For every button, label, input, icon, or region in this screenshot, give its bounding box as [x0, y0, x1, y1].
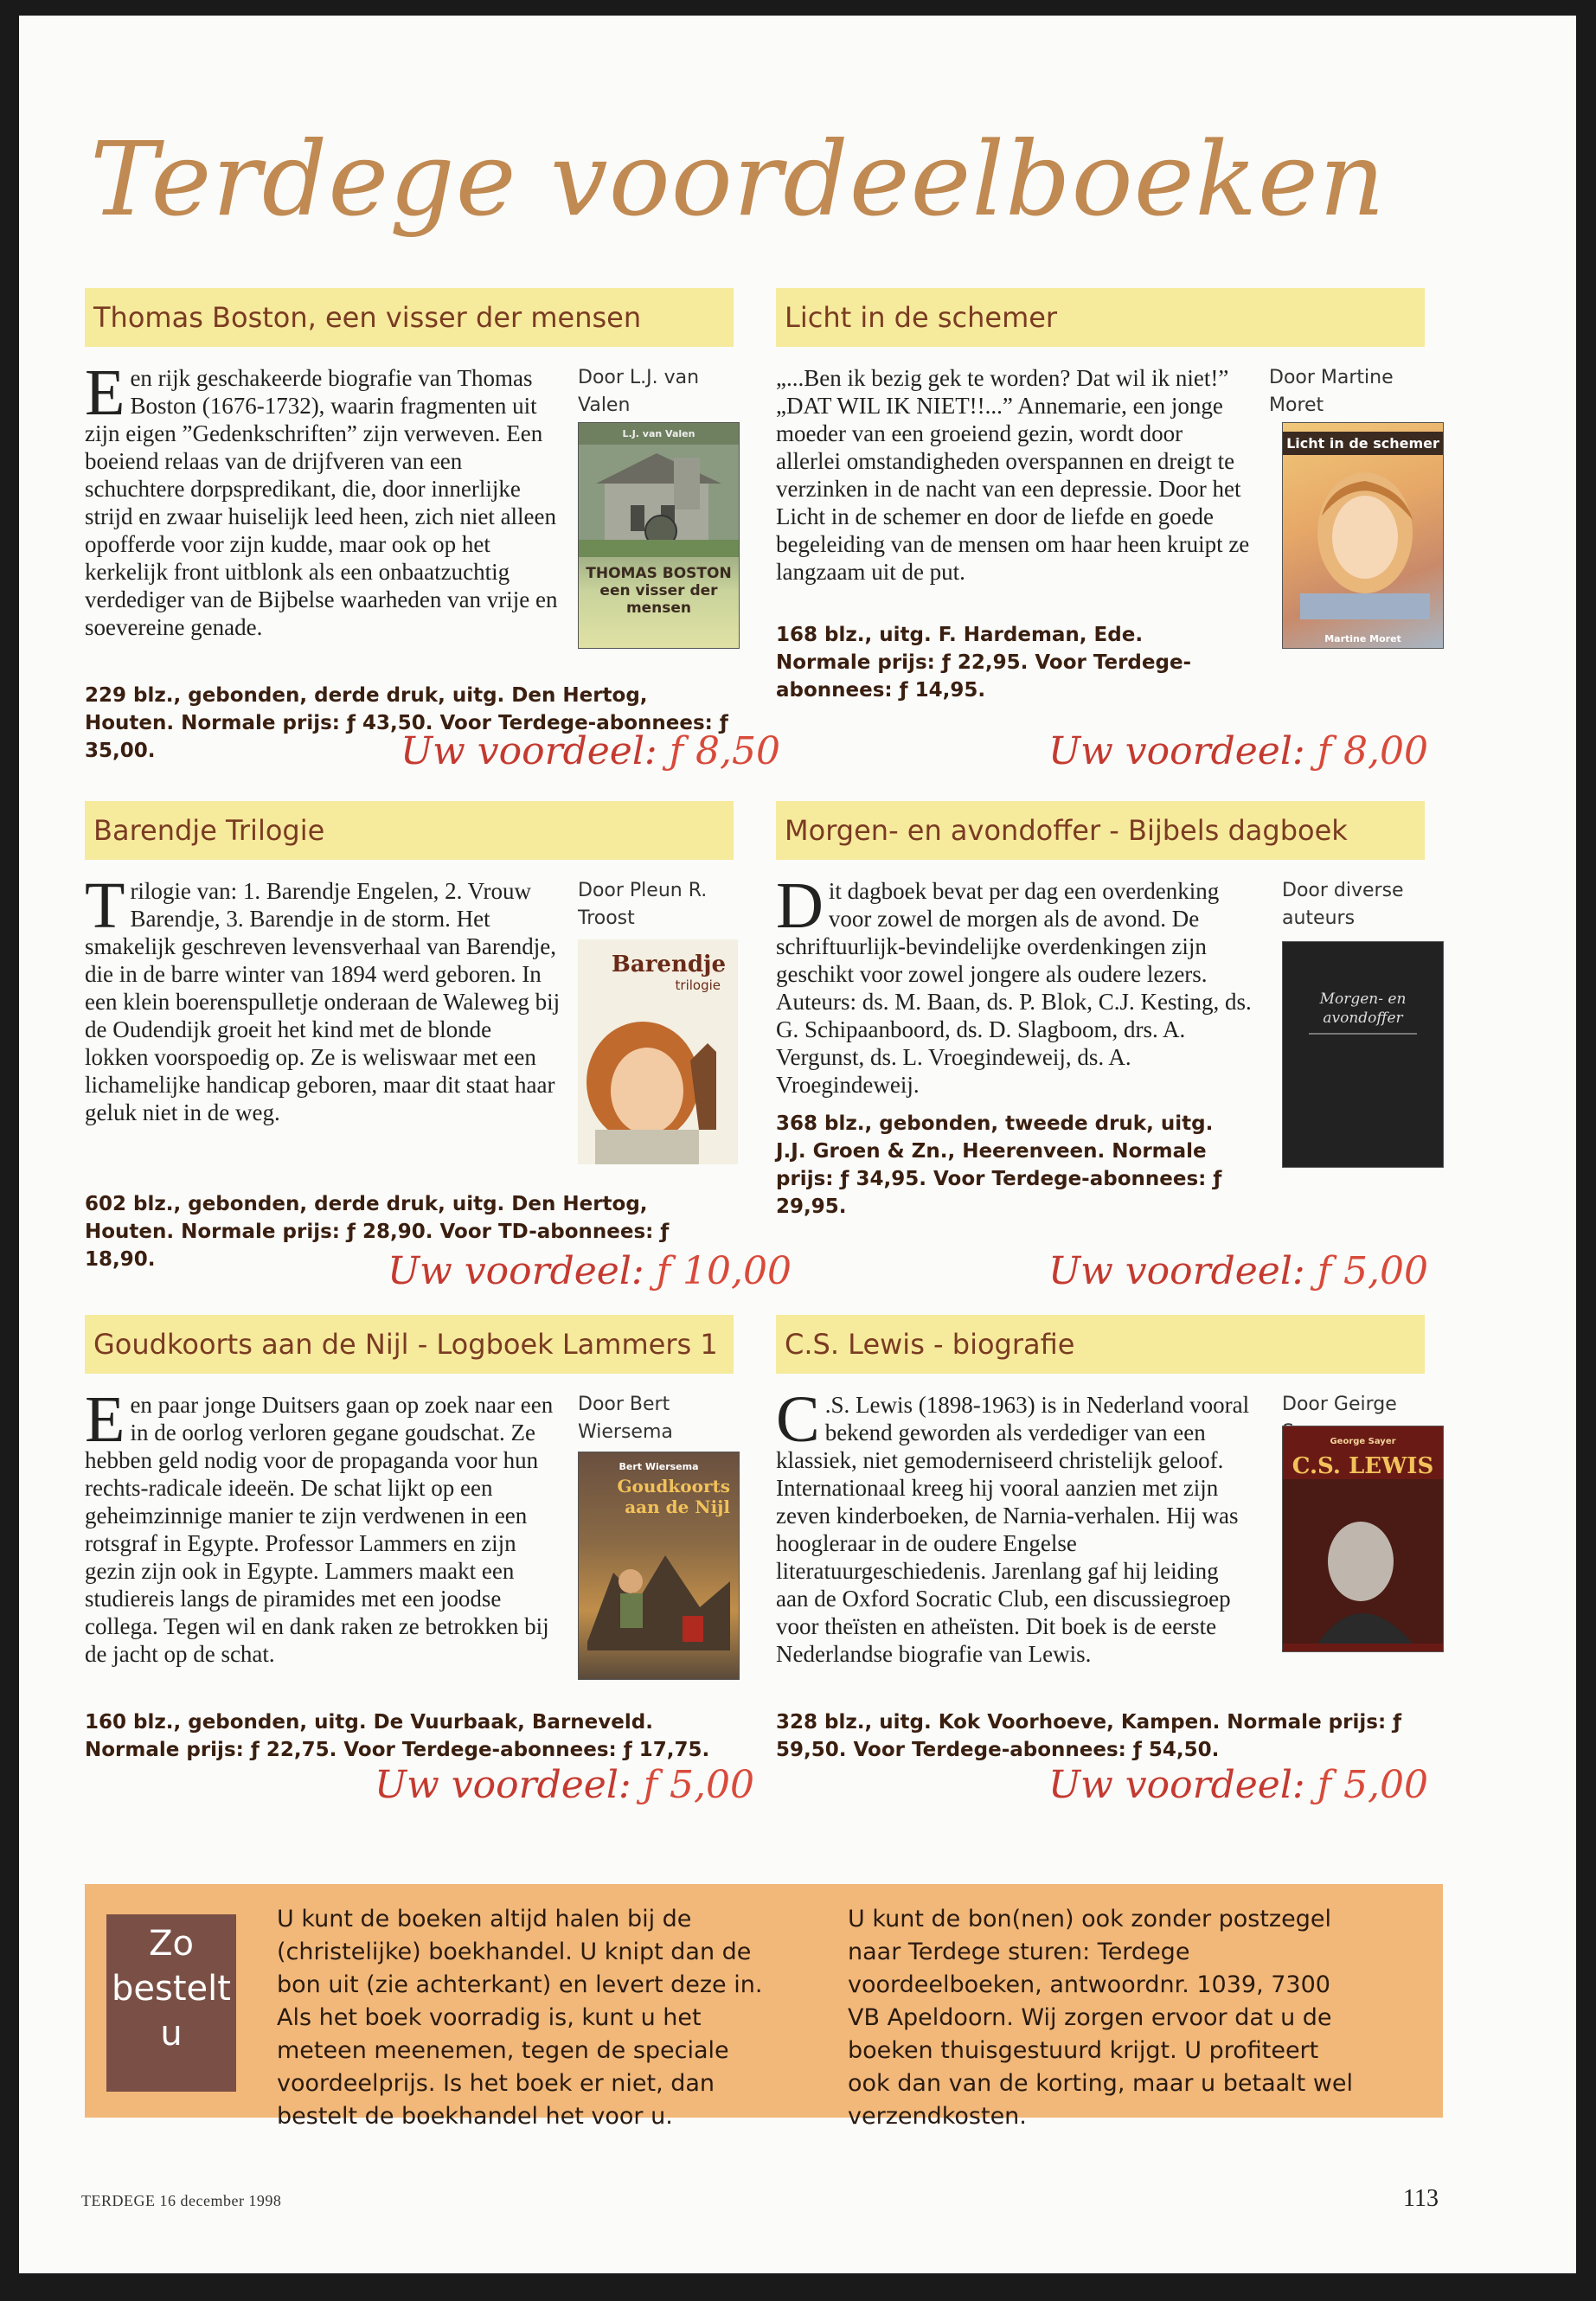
- church-illustration: [579, 445, 739, 557]
- book-title: C.S. Lewis - biografie: [776, 1315, 1425, 1374]
- book-title: Barendje Trilogie: [85, 801, 734, 860]
- cover-title: Barendje: [611, 952, 726, 977]
- book-author: Door Pleun R. Troost: [578, 880, 708, 929]
- description-text: en paar jonge Duitsers gaan op zoek naar een in de oorlog verloren gegane goudschat. Ze hebben geld nodig voor de propaganda voor hun rechts-radicale ideeën. De schat lijkt op een geheimzinnige manier te zijn verdwenen in een rotsgraf in Egypte. Professor Lammers en zijn gezin zijn ook in Egypte. Lammers maakt een studiereis langs de piramides met een joodse collega. Tegen wil en dank raken ze betrokken bij de jacht op de schat.: [85, 1392, 554, 1667]
- voordeel-price: Uw voordeel: ƒ 5,00: [375, 1763, 754, 1807]
- description-text: „...Ben ik bezig gek te worden? Dat wil ik niet!” „DAT WIL IK NIET!!...” Annemarie, een jonge moeder van een groeiend gezin, wordt door allerlei omstandigheden overspannen en dreigt te verzinken in de nacht van een depressie. Door het Licht in de schemer en door de liefde en goede begeleiding van de mensen om haar heen kruipt ze langzaam uit de put.: [776, 365, 1250, 585]
- book-card-cs-lewis: [776, 1315, 1434, 1834]
- drop-cap: D: [776, 869, 824, 942]
- book-card-goudkoorts-aan-de-nijl: [85, 1315, 754, 1834]
- book-card-barendje-trilogie: [85, 801, 792, 1303]
- book-description: [85, 356, 561, 641]
- cover-author: George Sayer: [1330, 1437, 1396, 1446]
- book-title: Morgen- en avondoffer - Bijbels dagboek: [776, 801, 1425, 860]
- portrait-illustration: [1283, 1479, 1443, 1644]
- book-card-licht-in-de-schemer: [776, 288, 1439, 781]
- book-title: Licht in de schemer: [776, 288, 1425, 347]
- book-cover-image: [1282, 422, 1444, 649]
- book-card-thomas-boston: [85, 288, 780, 781]
- voordeel-price: Uw voordeel: ƒ 8,00: [1048, 729, 1428, 773]
- voordeel-price: Uw voordeel: ƒ 5,00: [1048, 1763, 1428, 1807]
- cover-author: Martine Moret: [1324, 633, 1401, 644]
- footer-issue: TERDEGE 16 december 1998: [81, 2192, 282, 2209]
- cover-title: C.S. LEWIS: [1292, 1453, 1434, 1479]
- description-text: en rijk geschakeerde biografie van Thomas Boston (1676-1732), waarin fragmenten uit zijn eigen ”Gedenkschriften” zijn verweven. Een boeiend relaas van de drijfveren van een schuchtere dorpspredikant, die, door innerlijke strijd en zwaar huiselijk leed heen, zich niet alleen opofferde voor zijn kudde, maar ook op het kerkelijk front uitblonk als een onbaatzuchtig verdediger van de Bijbelse waarheden van vrije en soevereine genade.: [85, 365, 558, 640]
- voordeel-price: Uw voordeel: ƒ 8,50: [401, 729, 780, 773]
- cover-author: Bert Wiersema: [619, 1461, 699, 1472]
- book-cover-image: [1282, 941, 1444, 1168]
- description-text: it dagboek bevat per dag een overdenking voor zowel de morgen als de avond. De schriftuurlijk-bevindelijke overdenkingen zijn geschikt voor zowel jongere als oudere lezers. Auteurs: ds. M. Baan, ds. P. Blok, C.J. Kesting, ds. G. Schipaanboord, ds. D. Slagboom, drs. A. Vergunst, ds. L. Vroegindeweij, ds. A. Vroegindeweij.: [776, 878, 1252, 1098]
- woman-portrait-illustration: [1283, 455, 1443, 619]
- book-cover-image: [578, 1452, 740, 1680]
- book-details: 229 blz., gebonden, derde druk, uitg. Den Hertog, Houten. Normale prijs: ƒ 43,50. Voor Terdege-abonnees: ƒ 35,00.: [85, 684, 728, 762]
- book-cover-image: [578, 939, 738, 1164]
- book-author: Door L.J. van Valen: [578, 367, 700, 416]
- book-author: Door Geirge: [1282, 1394, 1397, 1415]
- cover-line: [1309, 1033, 1417, 1035]
- description-text: .S. Lewis (1898-1963) is in Nederland vooral bekend geworden als verdediger van een klassiek, niet gemoderniseerd christelijk geloof. Internationaal kreeg hij vooral aanzien met zijn zeven kinderboeken, de Narnia-verhalen. Hij was hoogleraar in de oudere Engelse literatuurgeschiedenis. Jarenlang gaf hij leiding aan de Oxford Socratic Club, een discussiegroep voor theïsten en atheïsten. Dit boek is de eerste Nederlandse biografie van Lewis.: [776, 1392, 1250, 1667]
- page-number: 113: [1403, 2185, 1439, 2212]
- cover-title: Goudkoorts aan de Nijl: [617, 1476, 730, 1517]
- book-description: [776, 364, 1252, 586]
- order-instructions-store: U kunt de boeken altijd halen bij de (christelijke) boekhandel. U knipt dan de bon uit (zie achterkant) en levert deze in. Als het boek voorradig is, kunt u het meteen meenemen, tegen de speciale voordeelprijs. Is het boek er niet, dan bestelt de boekhandel het voor u.: [277, 1906, 763, 2130]
- book-title: Goudkoorts aan de Nijl - Logboek Lammers 1: [85, 1315, 734, 1374]
- book-description: [85, 1383, 561, 1668]
- book-details: 368 blz., gebonden, tweede druk, uitg. J.J. Groen & Zn., Heerenveen. Normale prijs: ƒ 34,95. Voor Terdege-abonnees: ƒ 29,95.: [776, 1112, 1222, 1218]
- book-cover-image: [1282, 1426, 1444, 1652]
- voordeel-price: Uw voordeel: ƒ 5,00: [1048, 1249, 1428, 1293]
- cover-title: THOMAS BOSTON een visser der mensen: [586, 565, 732, 617]
- book-description: [776, 869, 1252, 1099]
- order-instructions-mail: U kunt de bon(nen) ook zonder postzegel naar Terdege sturen: Terdege voordeelboeken, antwoordnr. 1039, 7300 VB Apeldoorn. Wij zorgen ervoor dat u de boeken thuisgestuurd krijgt. U profiteert ook dan van de korting, maar u betaalt wel verzendkosten.: [848, 1906, 1354, 2130]
- book-description: [85, 869, 561, 1126]
- book-title: Thomas Boston, een visser der mensen: [85, 288, 734, 347]
- page-title: Terdege voordeelboeken: [90, 119, 1386, 239]
- book-author: Door Martine Moret: [1269, 367, 1394, 416]
- magazine-page: [19, 16, 1576, 2273]
- drop-cap: T: [85, 869, 125, 942]
- book-details: 328 blz., uitg. Kok Voorhoeve, Kampen. Normale prijs: ƒ 59,50. Voor Terdege-abonnees: ƒ 54,50.: [776, 1711, 1402, 1761]
- book-card-morgen-en-avondoffer: [776, 801, 1428, 1303]
- book-cover-image: [578, 422, 740, 649]
- cover-title: Licht in de schemer: [1283, 432, 1443, 455]
- drop-cap: E: [85, 1383, 125, 1456]
- order-info-box: [85, 1884, 1443, 2130]
- book-author: Door diverse auteurs: [1282, 880, 1404, 929]
- book-description: [776, 1383, 1252, 1668]
- girl-and-horse-illustration: [578, 1000, 738, 1164]
- book-details: 160 blz., gebonden, uitg. De Vuurbaak, Barneveld. Normale prijs: ƒ 22,75. Voor Terdege-abonnees: ƒ 17,75.: [85, 1711, 710, 1761]
- drop-cap: C: [776, 1383, 820, 1456]
- cover-subtitle: trilogie: [675, 977, 721, 993]
- cover-title: Morgen- en avondoffer: [1319, 990, 1407, 1027]
- voordeel-price: Uw voordeel: ƒ 10,00: [388, 1249, 792, 1293]
- description-text: rilogie van: 1. Barendje Engelen, 2. Vrouw Barendje, 3. Barendje in de storm. Het smakelijk geschreven levensverhaal van Barendje, die in de barre winter van 1894 werd geboren. In een klein boerenspulletje onderaan de Waleweg bij de Oudendijk groeit het kind met de blonde lokken voorspoedig op. Ze is weliswaar met een lichamelijke handicap geboren, maar dit staat haar geluk niet in de weg.: [85, 878, 561, 1125]
- book-details: 168 blz., uitg. F. Hardeman, Ede. Normale prijs: ƒ 22,95. Voor Terdege-abonnees: ƒ 14,95.: [776, 624, 1192, 702]
- drop-cap: E: [85, 356, 125, 429]
- book-details: 602 blz., gebonden, derde druk, uitg. Den Hertog, Houten. Normale prijs: ƒ 28,90. Voor TD-abonnees: ƒ 18,90.: [85, 1193, 670, 1271]
- book-author: Door Bert Wiersema: [578, 1394, 673, 1443]
- cover-author: L.J. van Valen: [579, 423, 739, 445]
- adventure-illustration: [579, 1521, 739, 1650]
- order-tag: Zo bestelt u: [106, 1914, 236, 2092]
